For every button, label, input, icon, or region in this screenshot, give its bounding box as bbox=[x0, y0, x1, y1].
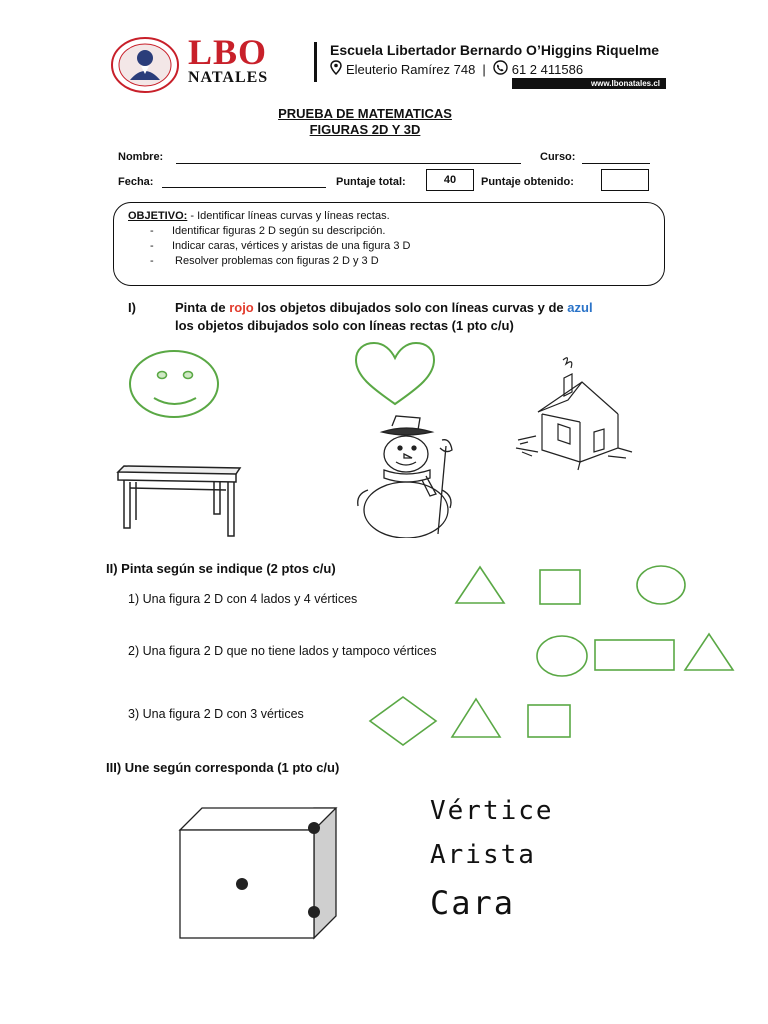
objective-bullet: - bbox=[150, 225, 154, 237]
section1-number: I) bbox=[128, 300, 136, 315]
square-shape[interactable] bbox=[539, 569, 581, 610]
section1-line2: los objetos dibujados solo con líneas rectas (1 pto c/u) bbox=[175, 318, 514, 333]
section3-heading: III) Une según corresponda (1 pto c/u) bbox=[106, 760, 340, 775]
circle-shape[interactable] bbox=[636, 564, 686, 611]
triangle-shape[interactable] bbox=[450, 697, 502, 744]
triangle-shape[interactable] bbox=[683, 632, 735, 677]
section2-item-2: 2) Una figura 2 D que no tiene lados y tampoco vértices bbox=[128, 644, 437, 658]
objective-item-text: Identificar figuras 2 D según su descripción. bbox=[172, 225, 386, 237]
nombre-input[interactable] bbox=[176, 163, 521, 164]
section2-item-3: 3) Una figura 2 D con 3 vértices bbox=[128, 707, 304, 721]
snowman-drawing[interactable] bbox=[346, 414, 472, 543]
contact-line bbox=[330, 60, 583, 78]
circle-shape[interactable] bbox=[536, 634, 588, 683]
phone-icon bbox=[493, 60, 508, 78]
separator: | bbox=[482, 61, 486, 77]
square-shape[interactable] bbox=[527, 704, 571, 743]
fecha-input[interactable] bbox=[162, 187, 326, 188]
word-cara[interactable]: Cara bbox=[430, 884, 516, 922]
address: Eleuterio Ramírez 748 bbox=[346, 61, 476, 77]
triangle-shape[interactable] bbox=[454, 565, 506, 610]
smiley-drawing[interactable] bbox=[126, 348, 222, 425]
logo-text bbox=[188, 34, 268, 86]
word-vertice[interactable]: Vértice bbox=[430, 796, 554, 826]
phone: 61 2 411586 bbox=[511, 61, 584, 77]
objective-item bbox=[150, 255, 379, 267]
objective-first-line bbox=[128, 210, 390, 222]
curso-input[interactable] bbox=[582, 163, 650, 164]
section2-heading: II) Pinta según se indique (2 ptos c/u) bbox=[106, 561, 336, 576]
objective-item-text: Indicar caras, vértices y aristas de una figura 3 D bbox=[172, 240, 411, 252]
word-rojo: rojo bbox=[229, 300, 254, 315]
section1-text: Pinta de bbox=[175, 300, 230, 315]
objective-bullet: - bbox=[150, 240, 154, 252]
puntaje-obtenido-label: Puntaje obtenido: bbox=[481, 176, 574, 188]
nombre-label: Nombre: bbox=[118, 151, 164, 163]
table-drawing[interactable] bbox=[114, 464, 244, 547]
puntaje-total-box: 40 bbox=[426, 169, 474, 191]
objective-item bbox=[150, 240, 410, 252]
school-name: Escuela Libertador Bernardo O’Higgins Riquelme bbox=[330, 42, 660, 58]
page-title: PRUEBA DE MATEMATICAS bbox=[278, 106, 452, 121]
objective-first: - Identificar líneas curvas y líneas rectas. bbox=[190, 210, 390, 222]
house-drawing[interactable] bbox=[508, 352, 638, 477]
curso-label: Curso: bbox=[540, 151, 576, 163]
word-azul: azul bbox=[567, 300, 593, 315]
rhombus-shape[interactable] bbox=[368, 695, 438, 752]
school-seal bbox=[110, 36, 180, 94]
heart-drawing[interactable] bbox=[352, 340, 438, 413]
section1-line1 bbox=[175, 300, 593, 315]
section1-text: los objetos dibujados solo con líneas curvas y de bbox=[253, 300, 568, 315]
objective-item-text: Resolver problemas con figuras 2 D y 3 D bbox=[172, 255, 379, 267]
puntaje-obtenido-box[interactable] bbox=[601, 169, 649, 191]
page-subtitle: FIGURAS 2D Y 3D bbox=[309, 122, 421, 137]
rectangle-shape[interactable] bbox=[594, 639, 676, 676]
website: www.lbonatales.cl bbox=[590, 79, 660, 88]
section2-item-1: 1) Una figura 2 D con 4 lados y 4 vértices bbox=[128, 592, 358, 606]
website-bar bbox=[512, 78, 666, 89]
cube-drawing[interactable] bbox=[178, 806, 344, 949]
fecha-label: Fecha: bbox=[118, 176, 154, 188]
puntaje-total-label: Puntaje total: bbox=[336, 176, 406, 188]
logo-sub: NATALES bbox=[188, 69, 269, 86]
objective-bullet: - bbox=[150, 255, 154, 267]
objective-label: OBJETIVO: bbox=[128, 210, 188, 222]
logo-main: LBO bbox=[188, 32, 268, 72]
location-pin-icon bbox=[330, 60, 342, 78]
header-divider bbox=[314, 42, 317, 82]
word-arista[interactable]: Arista bbox=[430, 840, 536, 870]
objective-item bbox=[150, 225, 385, 237]
